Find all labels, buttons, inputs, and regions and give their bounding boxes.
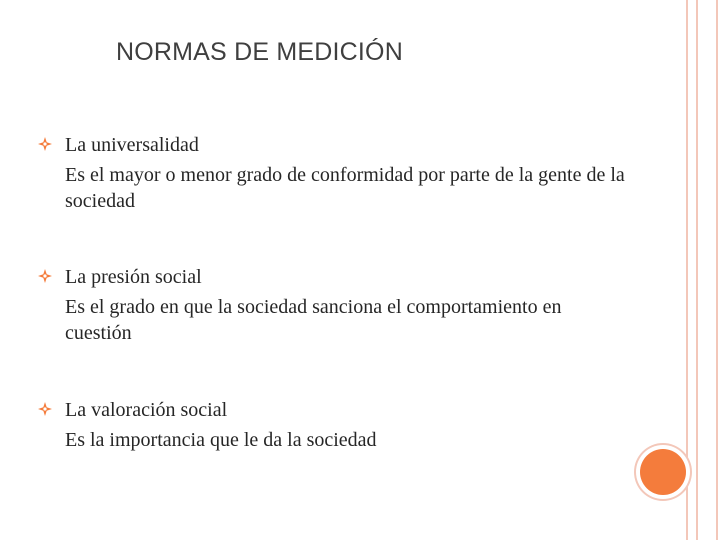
accent-circle — [640, 449, 686, 495]
orange-diamond-icon — [38, 137, 52, 151]
bullet-description: Es la importancia que le da la sociedad — [65, 429, 377, 451]
bullet-text — [65, 132, 630, 214]
bullet-text — [65, 264, 630, 346]
bullet-heading: La universalidad — [65, 134, 199, 156]
slide-title: NORMAS DE MEDICIÓN — [116, 38, 403, 66]
border-line — [716, 0, 718, 540]
bullet-description: Es el grado en que la sociedad sanciona el comportamiento en cuestión — [65, 296, 562, 344]
bullet-description: Es el mayor o menor grado de conformidad por parte de la gente de la sociedad — [65, 164, 625, 212]
bullet-heading: La valoración social — [65, 399, 228, 421]
orange-diamond-icon — [38, 402, 52, 416]
border-line — [686, 0, 688, 540]
orange-diamond-icon — [38, 269, 52, 283]
border-line — [696, 0, 698, 540]
bullet-heading: La presión social — [65, 266, 202, 288]
bullet-text — [65, 397, 630, 453]
decorative-border-lines — [686, 0, 720, 540]
